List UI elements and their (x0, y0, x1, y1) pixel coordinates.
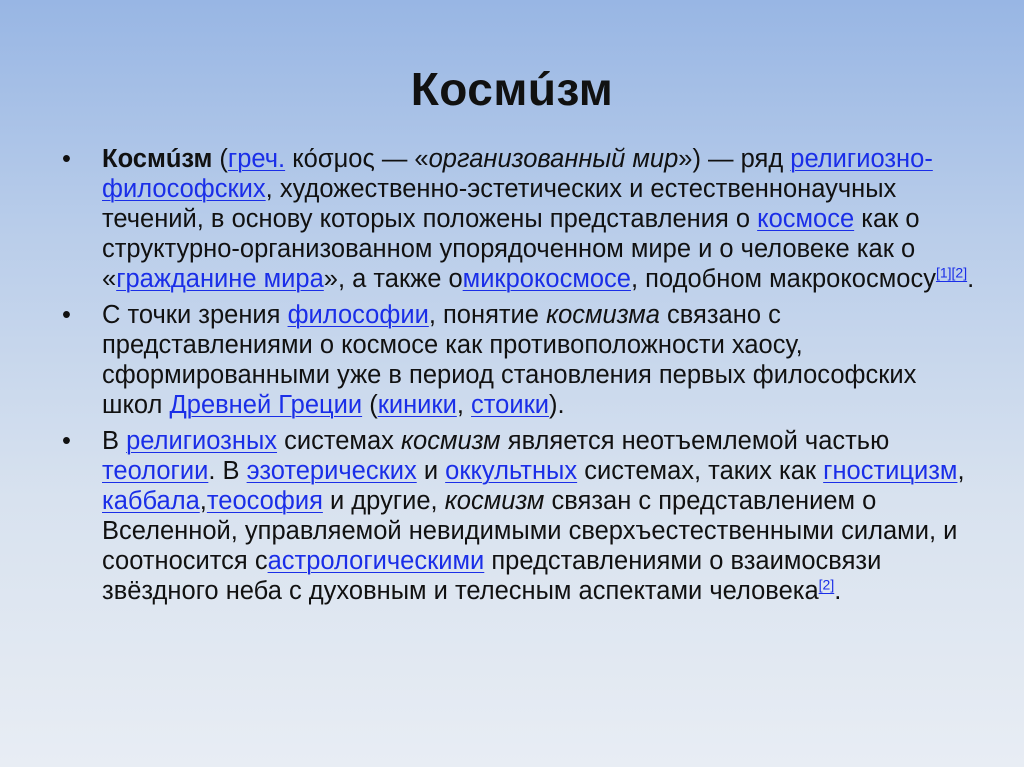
bullet-item-philosophy (60, 300, 980, 420)
text-span: является неотъемлемой частью (500, 427, 890, 455)
bullet-list (60, 144, 980, 612)
reference-link-2[interactable]: [2] (818, 576, 835, 593)
term-bold: Космúзм (102, 145, 213, 173)
text-span: ( (212, 145, 228, 173)
text-span: . В (208, 457, 247, 485)
link-ancient-greece[interactable]: Древней Греции (169, 391, 363, 419)
italic-cosmism: космизма (546, 301, 660, 329)
text-span: . (967, 265, 975, 293)
link-world-citizen[interactable]: гражданине мира (116, 265, 324, 293)
link-philosophy[interactable]: философии (287, 301, 429, 329)
link-kabbalah[interactable]: каббала (102, 487, 200, 515)
reference-link-1[interactable]: [1] (935, 264, 952, 281)
text-span: С точки зрения (102, 301, 288, 329)
link-cynics[interactable]: киники (377, 391, 457, 419)
text-span: , подобном макрокосмосу (630, 265, 936, 293)
link-theology[interactable]: теологии (102, 457, 209, 485)
link-stoics[interactable]: стоики (471, 391, 549, 419)
text-span: . (834, 577, 842, 605)
text-span: ») — ряд (678, 145, 791, 173)
text-span: , понятие (428, 301, 547, 329)
text-span: как о структурно-организованном упорядоченном мире и о человеке как о « (102, 205, 920, 293)
text-span: и другие, (322, 487, 445, 515)
text-span: ). (548, 391, 565, 419)
link-religious[interactable]: религиозных (126, 427, 278, 455)
text-span: и (416, 457, 446, 485)
text-span: ко́σμος — « (285, 145, 429, 173)
text-span: », а также о (323, 265, 463, 293)
italic-cosmism-2: космизм (444, 487, 545, 515)
link-religious-philosophical[interactable]: религиозно-философских (102, 145, 933, 203)
text-span: , (456, 391, 471, 419)
text-span: , (957, 457, 965, 485)
bullet-icon: • (62, 301, 71, 329)
text-span: системах, таких как (577, 457, 824, 485)
text-span: В (102, 427, 127, 455)
text-span: , художественно-эстетических и естественнонаучных течений, в основу которых положены представления о (102, 175, 897, 233)
link-greek[interactable]: греч. (227, 145, 286, 173)
bullet-item-religion (60, 426, 980, 606)
bullet-icon: • (62, 427, 71, 455)
link-theosophy[interactable]: теософия (206, 487, 323, 515)
slide-title: Космúзм (410, 63, 614, 115)
text-span: связано с представлениями о космосе как противоположности хаосу, сформированными уже в период становления первых философских школ (102, 301, 917, 419)
italic-cosmism: космизм (400, 427, 501, 455)
link-cosmos[interactable]: космосе (757, 205, 855, 233)
text-span: связан с представлением о Вселенной, управляемой невидимыми сверхъестественными силами, и соотносится с (102, 487, 958, 575)
text-span: ( (362, 391, 378, 419)
link-astrological[interactable]: астрологическими (267, 547, 485, 575)
reference-link-2[interactable]: [2] (951, 264, 968, 281)
text-span: системах (277, 427, 401, 455)
link-esoteric[interactable]: эзотерических (246, 457, 417, 485)
link-occult[interactable]: оккультных (445, 457, 578, 485)
italic-organized-world: организованный мир (428, 145, 679, 173)
link-microcosm[interactable]: микрокосмосе (462, 265, 631, 293)
text-span: представлениями о взаимосвязи звёздного неба с духовным и телесным аспектами человека (102, 547, 882, 605)
link-gnosticism[interactable]: гностицизм (823, 457, 958, 485)
bullet-icon: • (62, 145, 71, 173)
text-span: , (199, 487, 207, 515)
bullet-item-definition (60, 144, 980, 294)
